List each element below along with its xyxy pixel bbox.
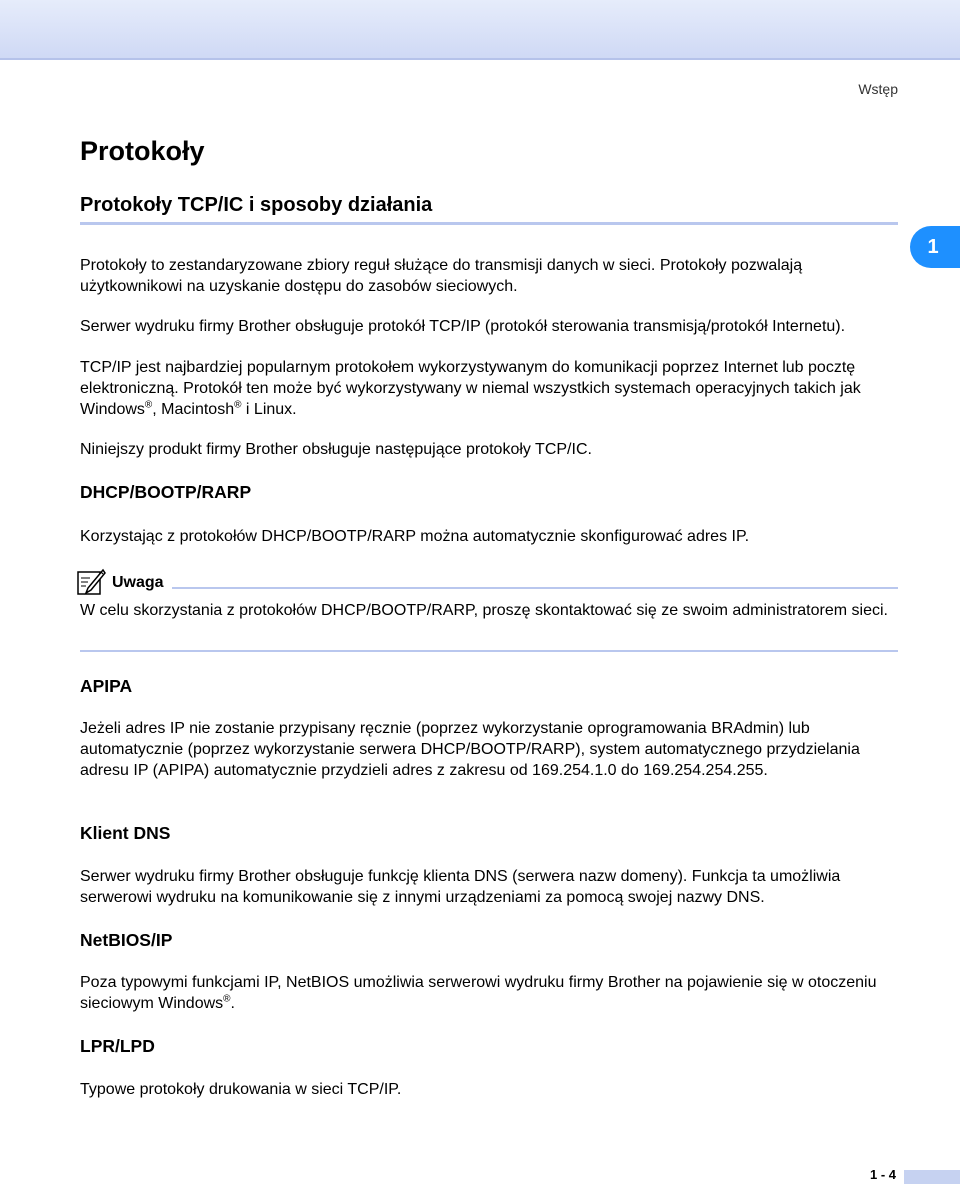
tcpip-text-mid: , Macintosh <box>152 401 235 418</box>
supported-protocols-paragraph: Niniejszy produkt firmy Brother obsługuje następujące protokoły TCP/IC. <box>80 441 592 458</box>
dns-heading: Klient DNS <box>80 823 171 843</box>
note-label: Uwaga <box>112 574 164 591</box>
tcpip-text: TCP/IP jest najbardziej popularnym protokołem wykorzystywanym do komunikacji poprzez Internet lub pocztę elektroniczną. Protokół ten może być wykorzystywany w niemal wszystkich systemach operacyjnych takich jak Windows <box>80 359 861 418</box>
section-title: Protokoły TCP/IC i sposoby działania <box>80 194 433 216</box>
netbios-text-end: . <box>230 995 235 1012</box>
page-title: Protokoły <box>80 136 205 166</box>
chapter-tab: 1 <box>910 226 960 268</box>
apipa-heading: APIPA <box>80 676 133 696</box>
footer-bar <box>904 1170 960 1184</box>
page-number: 1 - 4 <box>869 1167 896 1182</box>
registered-mark: ® <box>223 993 231 1005</box>
note-end-rule <box>80 650 898 652</box>
dhcp-paragraph: Korzystając z protokołów DHCP/BOOTP/RARP można automatycznie skonfigurować adres IP. <box>80 528 750 545</box>
apipa-paragraph: Jeżeli adres IP nie zostanie przypisany ręcznie (poprzez wykorzystanie oprogramowania BRAdmin) lub automatycznie (poprzez wykorzystanie serwera DHCP/BOOTP/RARP), system automatycznego przydzielania adresu IP (APIPA) automatycznie przydzieli adres z zakresu od 169.254.1.0 do 169.254.254.255. <box>80 720 860 779</box>
note-header <box>80 568 898 594</box>
netbios-heading: NetBIOS/IP <box>80 930 173 950</box>
lpr-paragraph: Typowe protokoły drukowania w sieci TCP/IP. <box>80 1081 402 1098</box>
netbios-paragraph <box>80 972 898 1014</box>
running-head: Wstęp <box>858 81 898 97</box>
tcpip-support-paragraph: Serwer wydruku firmy Brother obsługuje protokół TCP/IP (protokół sterowania transmisją/protokół Internetu). <box>80 318 846 335</box>
tcpip-description-paragraph <box>80 357 898 420</box>
note-rule <box>172 587 898 589</box>
dhcp-heading: DHCP/BOOTP/RARP <box>80 482 252 502</box>
intro-paragraph: Protokoły to zestandaryzowane zbiory reguł służące do transmisji danych w sieci. Protokoły pozwalają użytkownikowi na uzyskanie dostępu do zasobów sieciowych. <box>80 257 803 295</box>
netbios-text: Poza typowymi funkcjami IP, NetBIOS umożliwia serwerowi wydruku firmy Brother na pojawienie się w otoczeniu sieciowym Windows <box>80 974 877 1012</box>
header-band <box>0 0 960 60</box>
dns-paragraph: Serwer wydruku firmy Brother obsługuje funkcję klienta DNS (serwera nazw domeny). Funkcja ta umożliwia serwerowi wydruku na komunikowanie się z innymi urządzeniami za pomocą swojej nazwy DNS. <box>80 868 841 906</box>
section-rule <box>80 222 898 225</box>
registered-mark: ® <box>234 399 242 411</box>
tcpip-text-end: i Linux. <box>241 401 297 418</box>
lpr-heading: LPR/LPD <box>80 1036 155 1056</box>
note-text: W celu skorzystania z protokołów DHCP/BOOTP/RARP, proszę skontaktować się ze swoim administratorem sieci. <box>80 602 888 619</box>
note-pencil-icon <box>76 568 106 596</box>
registered-mark: ® <box>144 399 153 411</box>
